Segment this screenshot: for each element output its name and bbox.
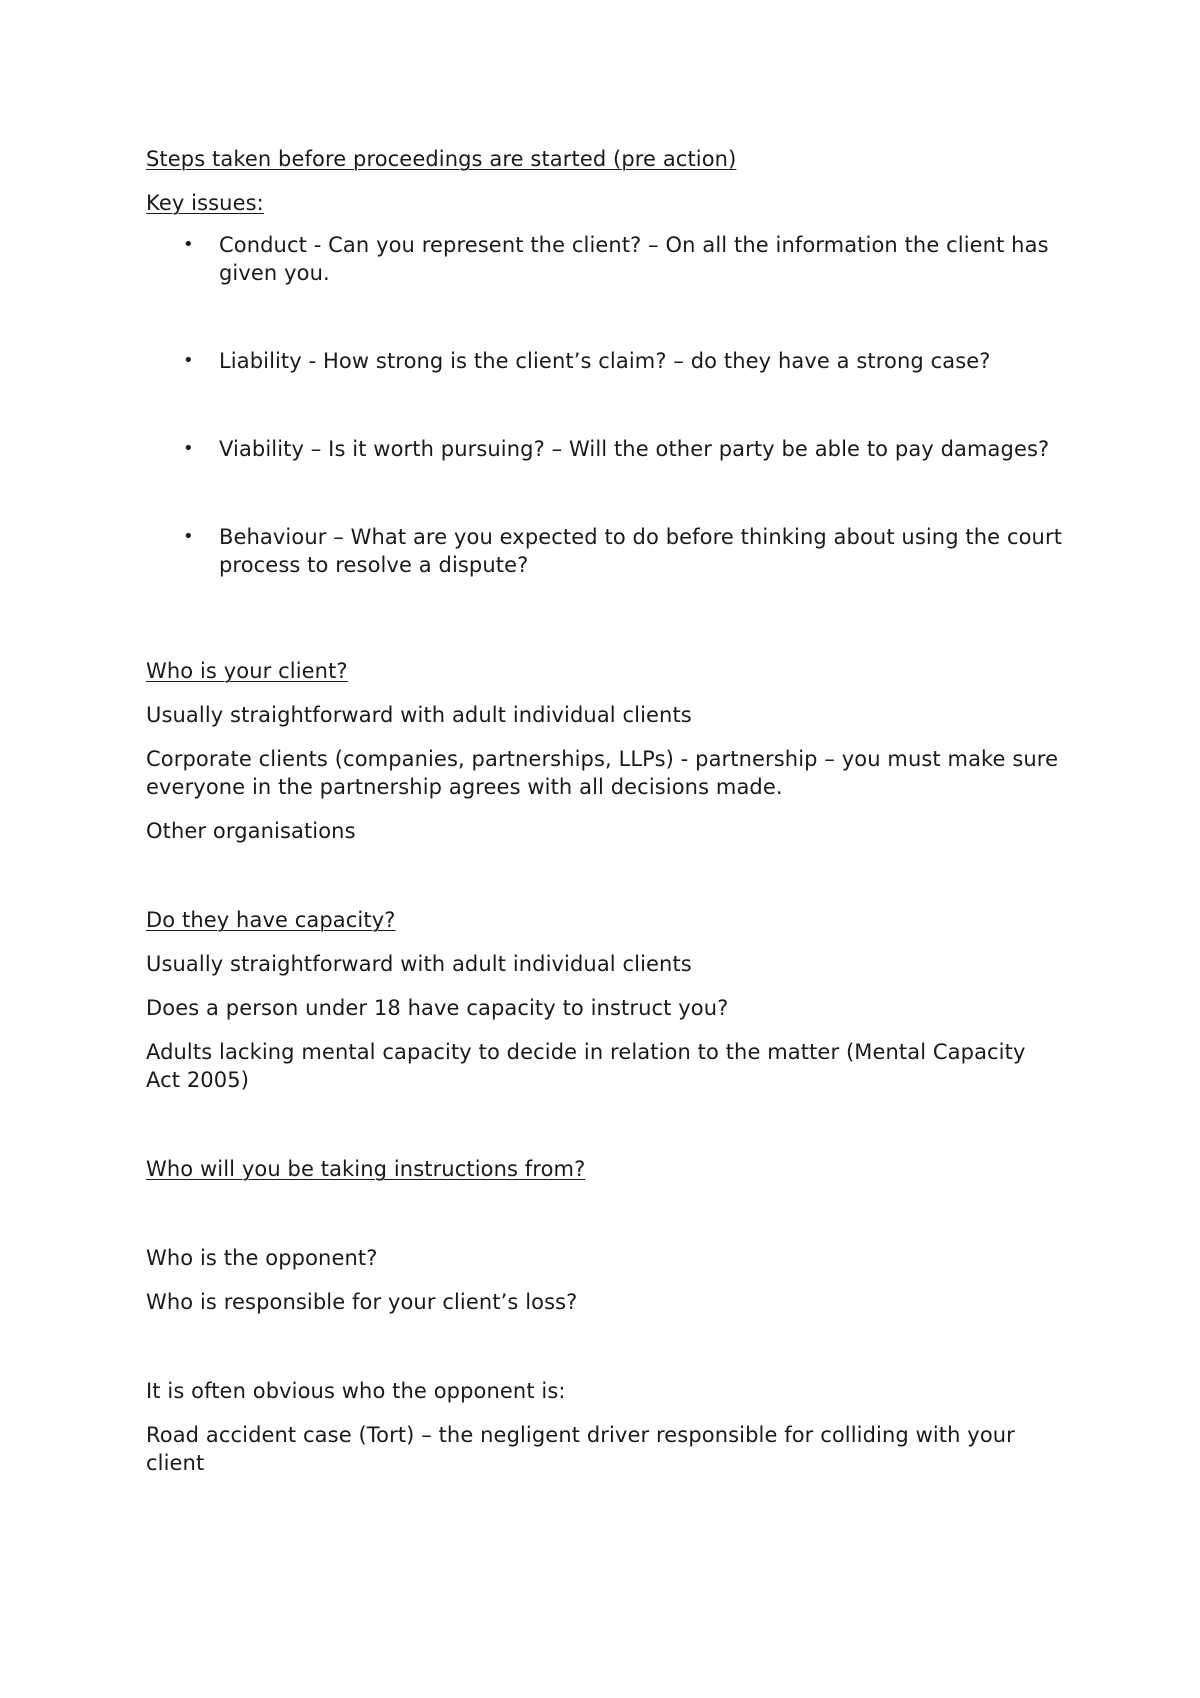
opponent-line: Who is the opponent? bbox=[146, 1246, 378, 1270]
list-item bbox=[146, 231, 1066, 287]
bullet-icon: • bbox=[183, 350, 194, 371]
bullet-icon: • bbox=[183, 234, 194, 255]
opponent-line: Who is responsible for your client’s loss? bbox=[146, 1290, 578, 1314]
key-issue-conduct: Conduct - Can you represent the client? – On all the information the client has given you. bbox=[219, 233, 1049, 285]
client-line: Other organisations bbox=[146, 819, 356, 843]
list-item bbox=[146, 523, 1066, 579]
key-issue-behaviour: Behaviour – What are you expected to do before thinking about using the court process to resolve a dispute? bbox=[219, 525, 1063, 577]
list-item bbox=[146, 435, 1066, 463]
capacity-line: Adults lacking mental capacity to decide in relation to the matter (Mental Capacity Act 2005) bbox=[146, 1040, 1026, 1092]
document-body bbox=[146, 145, 1066, 1477]
heading-capacity: Do they have capacity? bbox=[146, 908, 396, 932]
capacity-line: Usually straightforward with adult individual clients bbox=[146, 952, 692, 976]
list-item bbox=[146, 347, 1066, 375]
capacity-line: Does a person under 18 have capacity to instruct you? bbox=[146, 996, 729, 1020]
key-issue-viability: Viability – Is it worth pursuing? – Will the other party be able to pay damages? bbox=[219, 437, 1050, 461]
obvious-line: Road accident case (Tort) – the negligent driver responsible for colliding with your client bbox=[146, 1423, 1015, 1475]
key-issues-list bbox=[146, 231, 1066, 579]
bullet-icon: • bbox=[183, 438, 194, 459]
obvious-line: It is often obvious who the opponent is: bbox=[146, 1379, 566, 1403]
client-line: Usually straightforward with adult individual clients bbox=[146, 703, 692, 727]
key-issue-liability: Liability - How strong is the client’s claim? – do they have a strong case? bbox=[219, 349, 991, 373]
heading-who-client: Who is your client? bbox=[146, 659, 348, 683]
heading-pre-action: Steps taken before proceedings are started (pre action) bbox=[146, 147, 737, 171]
key-issues-label: Key issues: bbox=[146, 191, 264, 215]
bullet-icon: • bbox=[183, 526, 194, 547]
heading-instructions: Who will you be taking instructions from? bbox=[146, 1157, 586, 1181]
client-line: Corporate clients (companies, partnerships, LLPs) - partnership – you must make sure everyone in the partnership agrees with all decisions made. bbox=[146, 747, 1059, 799]
